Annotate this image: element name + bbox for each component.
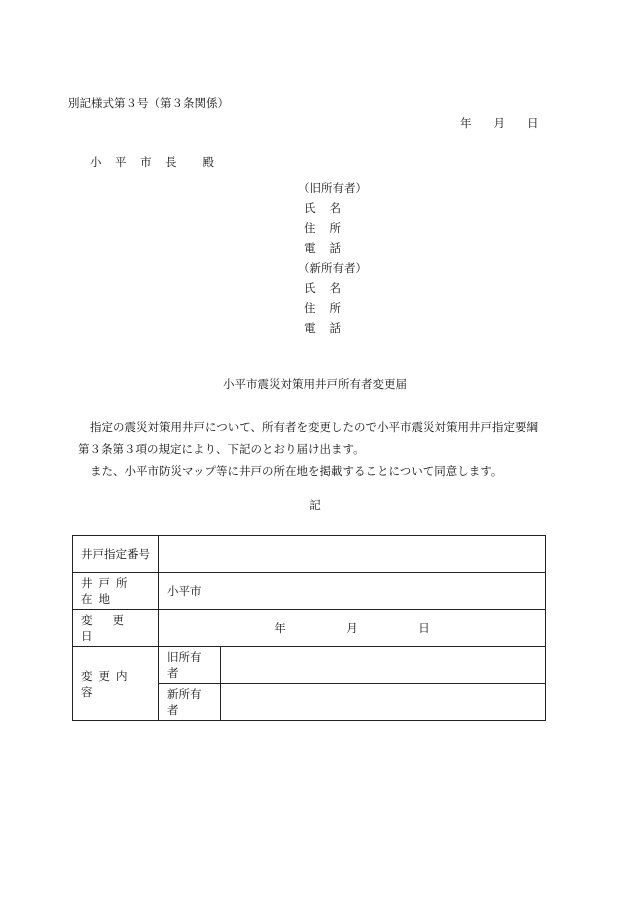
- new-owner-phone-label: 電話: [304, 321, 355, 335]
- table-row: [73, 536, 546, 573]
- old-owner-name-label: 氏名: [304, 201, 355, 215]
- old-owner-field[interactable]: [221, 647, 546, 684]
- document-title: 小平市震災対策用井戸所有者変更届: [223, 377, 407, 391]
- new-owner-heading: （新所有者）: [298, 261, 367, 275]
- date-day-label: 日: [527, 116, 539, 130]
- addressee: 小 平 市 長 殿: [90, 155, 215, 169]
- body-paragraph-1-line-1: 指定の震災対策用井戸について、所有者を変更したので小平市震災対策用井戸指定要綱: [90, 420, 539, 434]
- change-date-label: 変更日: [73, 610, 159, 647]
- body-paragraph-2: また、小平市防災マップ等に井戸の所在地を掲載することについて同意します。: [90, 464, 503, 478]
- table-row: [73, 573, 546, 610]
- new-owner-field[interactable]: [221, 684, 546, 721]
- ki-heading: 記: [309, 498, 321, 512]
- new-owner-address-label: 住所: [304, 301, 355, 315]
- change-date-day: 日: [418, 621, 430, 635]
- date-year-label: 年: [460, 116, 472, 130]
- details-table: [72, 535, 546, 721]
- submission-date: [460, 118, 539, 130]
- old-owner-row-label: 旧所有者: [159, 647, 221, 684]
- form-number: 別記様式第３号（第３条関係）: [68, 96, 229, 110]
- old-owner-address-label: 住所: [304, 221, 355, 235]
- well-location-label: 井戸所在地: [73, 573, 159, 610]
- old-owner-heading: （旧所有者）: [298, 181, 367, 195]
- well-location-field[interactable]: 小平市: [159, 573, 546, 610]
- table-row: [73, 647, 546, 684]
- change-date-year: 年: [274, 621, 286, 635]
- owner-block: [298, 178, 367, 338]
- body-paragraph-1-line-2: 第３条第３項の規定により、下記のとおり届け出ます。: [78, 442, 365, 456]
- change-content-label: 変更内容: [73, 647, 159, 721]
- new-owner-row-label: 新所有者: [159, 684, 221, 721]
- old-owner-phone-label: 電話: [304, 241, 355, 255]
- well-number-field[interactable]: [159, 536, 546, 573]
- new-owner-name-label: 氏名: [304, 281, 355, 295]
- table-row: [73, 610, 546, 647]
- change-date-field[interactable]: [159, 610, 546, 647]
- body-text: [78, 416, 558, 482]
- change-date-month: 月: [346, 621, 358, 635]
- well-number-label: 井戸指定番号: [73, 536, 159, 573]
- date-month-label: 月: [493, 116, 505, 130]
